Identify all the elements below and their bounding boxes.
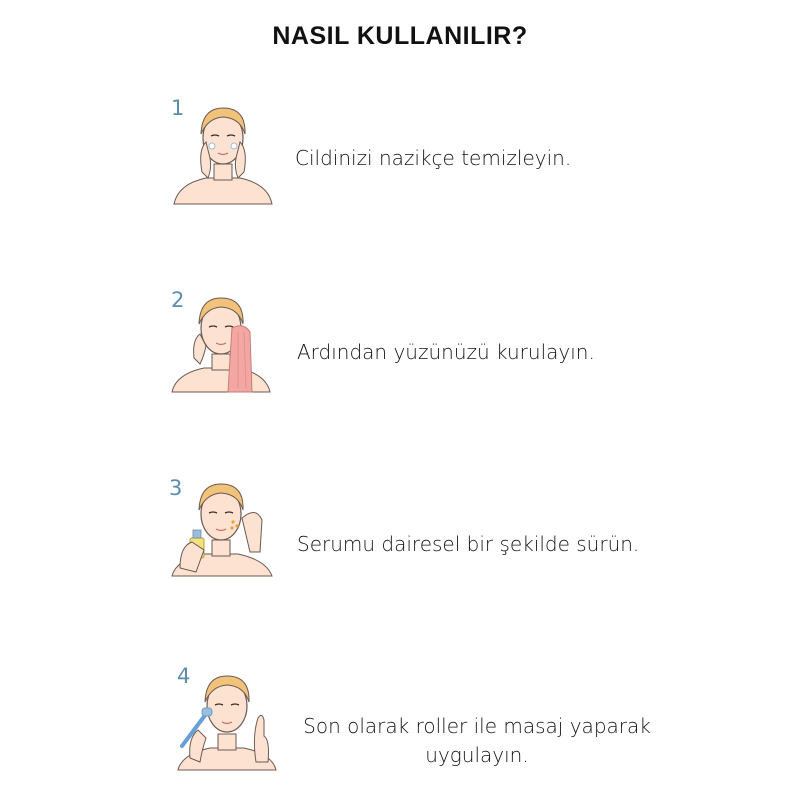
step-text-line: uygulayın. [425, 743, 529, 767]
step-text-line: Son olarak roller ile masaj yaparak [303, 714, 651, 738]
step-2 [0, 282, 800, 412]
page-title: NASIL KULLANILIR? [272, 22, 528, 50]
step-text: Cildinizi nazikçe temizleyin. [295, 146, 572, 170]
step-number: 4 [177, 664, 191, 688]
woman-washing-face-icon [168, 98, 278, 208]
step-number: 2 [171, 288, 185, 312]
step-number: 3 [169, 476, 183, 500]
woman-applying-serum-icon [166, 476, 278, 586]
step-text [282, 712, 672, 770]
step-1 [0, 90, 800, 220]
step-text: Ardından yüzünüzü kurulayın. [297, 340, 595, 364]
step-text: Serumu dairesel bir şekilde sürün. [297, 532, 640, 556]
woman-face-roller-icon [172, 666, 282, 776]
woman-drying-face-towel-icon [166, 288, 276, 398]
step-number: 1 [171, 96, 185, 120]
step-3 [0, 472, 800, 602]
step-4 [0, 660, 800, 790]
